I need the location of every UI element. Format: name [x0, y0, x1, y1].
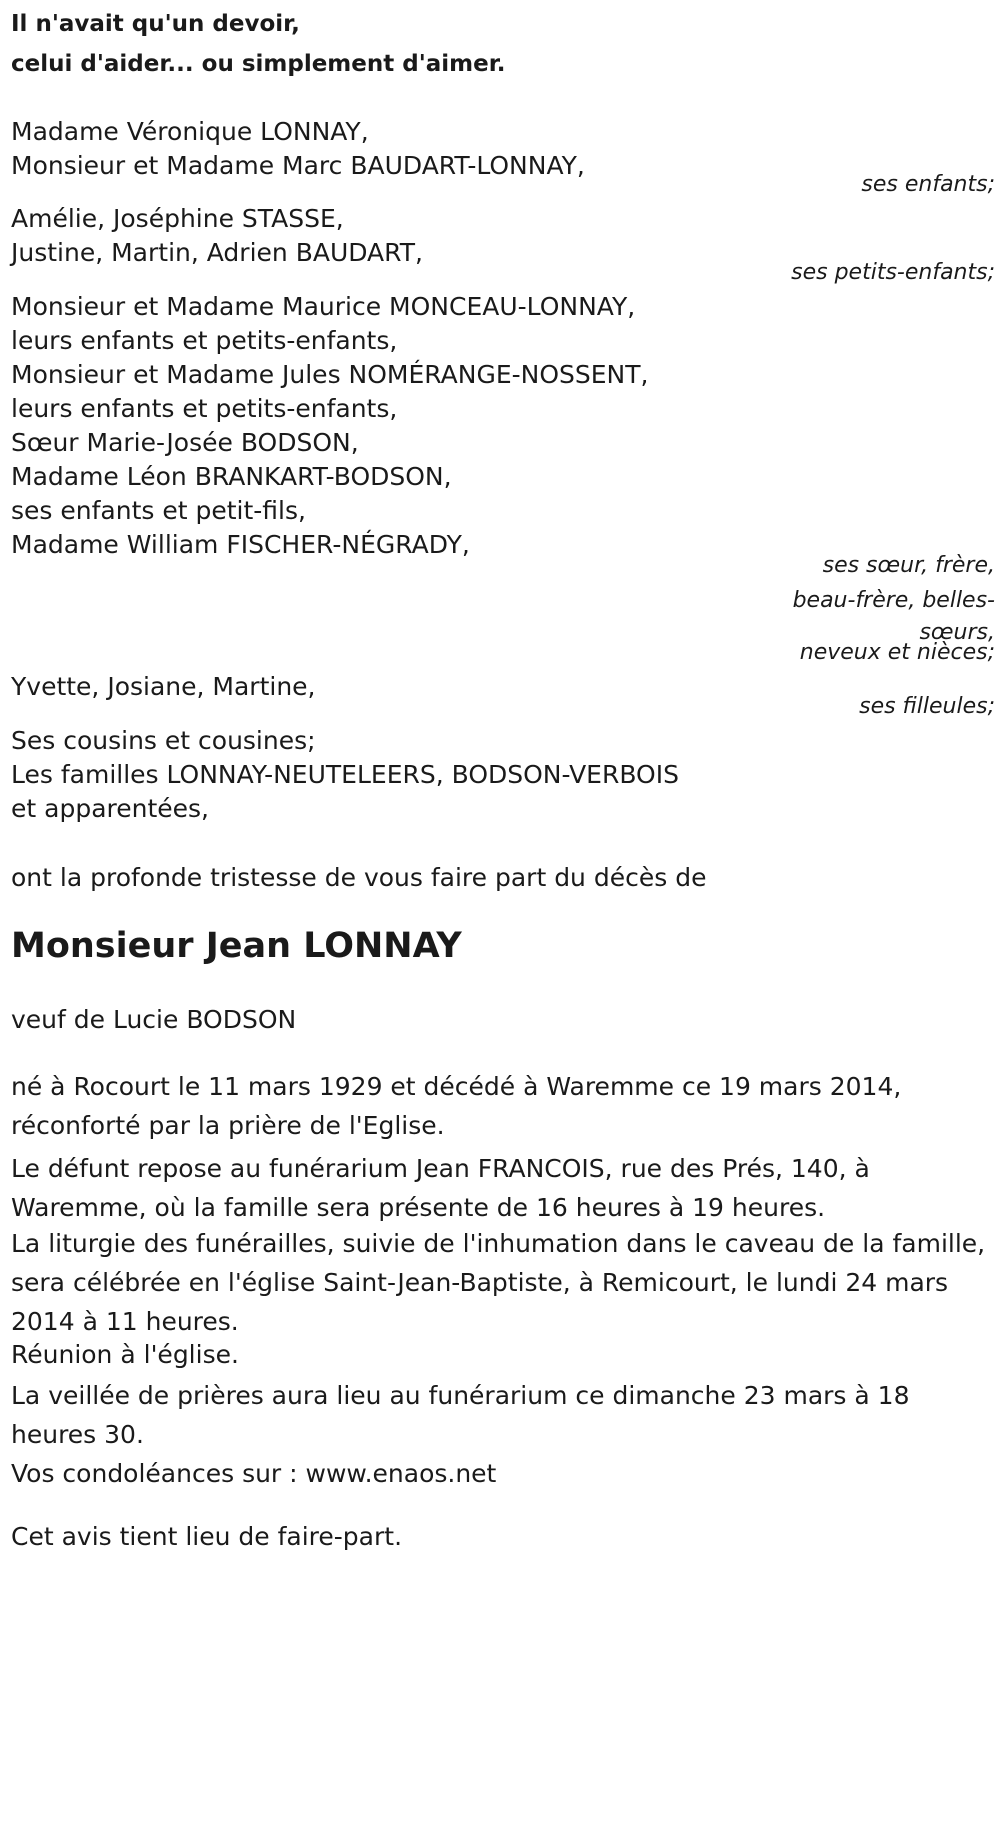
grandchildren-name-1: Amélie, Joséphine STASSE, — [11, 204, 344, 233]
others-line-3: et apparentées, — [11, 794, 209, 823]
relation-siblings-2: beau-frère, belles- — [792, 588, 995, 613]
relation-siblings-1: ses sœur, frère, — [822, 553, 995, 578]
relation-grandchildren: ses petits-enfants; — [791, 260, 995, 285]
goddaughters-name-1: Yvette, Josiane, Martine, — [11, 672, 316, 701]
sibling-line-4: leurs enfants et petits-enfants, — [11, 394, 398, 423]
sibling-line-6: Madame Léon BRANKART-BODSON, — [11, 462, 452, 491]
sibling-line-2: leurs enfants et petits-enfants, — [11, 326, 398, 355]
detail-condolences: Vos condoléances sur : www.enaos.net — [11, 1459, 497, 1488]
deceased-spouse: veuf de Lucie BODSON — [11, 1005, 297, 1034]
relation-siblings-3: sœurs, — [919, 620, 995, 645]
detail-funerarium: Le défunt repose au funérarium Jean FRANCOIS, rue des Prés, 140, à Waremme, où la famille sera présente de 16 heures à 19 heures. — [11, 1154, 870, 1222]
children-name-2: Monsieur et Madame Marc BAUDART-LONNAY, — [11, 151, 585, 180]
relation-children: ses enfants; — [861, 172, 995, 197]
sibling-line-3: Monsieur et Madame Jules NOMÉRANGE-NOSSENT, — [11, 360, 649, 389]
others-line-1: Ses cousins et cousines; — [11, 726, 316, 755]
announcement: ont la profonde tristesse de vous faire part du décès de — [11, 863, 707, 892]
children-name-1: Madame Véronique LONNAY, — [11, 117, 369, 146]
relation-goddaughters: ses filleules; — [859, 694, 995, 719]
others-line-2: Les familles LONNAY-NEUTELEERS, BODSON-VERBOIS — [11, 760, 679, 789]
grandchildren-name-2: Justine, Martin, Adrien BAUDART, — [11, 238, 423, 267]
motto-line-1: Il n'avait qu'un devoir, — [11, 11, 300, 37]
sibling-line-8: Madame William FISCHER-NÉGRADY, — [11, 530, 470, 559]
deceased-name: Monsieur Jean LONNAY — [11, 926, 462, 966]
closing-note: Cet avis tient lieu de faire-part. — [11, 1522, 403, 1551]
detail-vigil: La veillée de prières aura lieu au funérarium ce dimanche 23 mars à 18 heures 30. — [11, 1381, 910, 1449]
sibling-line-5: Sœur Marie-Josée BODSON, — [11, 428, 359, 457]
relation-siblings-4: neveux et nièces; — [799, 640, 995, 665]
detail-liturgy: La liturgie des funérailles, suivie de l'inhumation dans le caveau de la famille, sera célébrée en l'église Saint-Jean-Baptiste, à Remicourt, le lundi 24 mars 2014 à 11 heures. — [11, 1229, 986, 1336]
motto-line-2: celui d'aider... ou simplement d'aimer. — [11, 51, 506, 77]
sibling-line-1: Monsieur et Madame Maurice MONCEAU-LONNAY, — [11, 292, 636, 321]
detail-reunion: Réunion à l'église. — [11, 1340, 239, 1369]
detail-birth-death: né à Rocourt le 11 mars 1929 et décédé à Waremme ce 19 mars 2014, réconforté par la prière de l'Eglise. — [11, 1072, 902, 1140]
sibling-line-7: ses enfants et petit-fils, — [11, 496, 306, 525]
